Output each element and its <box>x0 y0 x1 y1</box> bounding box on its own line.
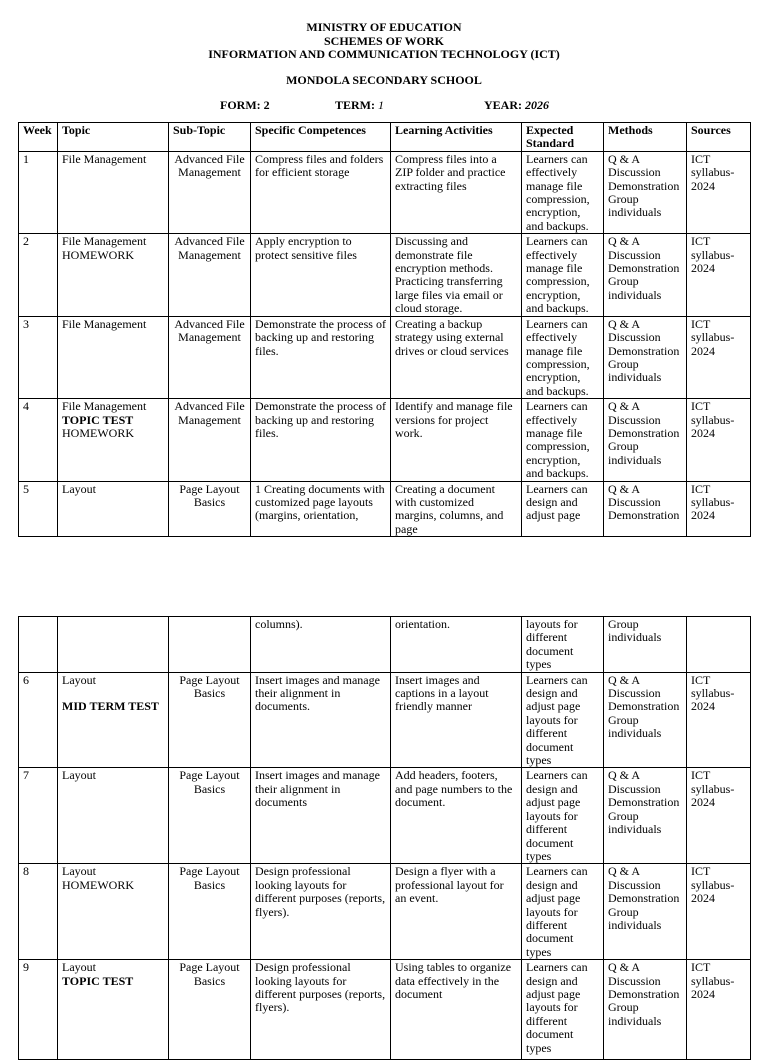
subtopic-cell: Advanced File Management <box>169 234 251 316</box>
scheme-table-part2 <box>18 616 751 1060</box>
activities-cell: orientation. <box>391 617 522 673</box>
year-label: YEAR: <box>484 98 522 112</box>
methods-cell <box>604 234 687 316</box>
subtopic-cell <box>169 617 251 673</box>
methods-text: Q & A Discussion Demonstration Group individuals <box>608 768 680 837</box>
methods-cell <box>604 672 687 768</box>
week-cell: 5 <box>19 481 58 537</box>
topic-text: File Management <box>62 399 147 414</box>
topic-cell <box>58 960 169 1060</box>
week-cell: 6 <box>19 672 58 768</box>
standard-cell: Learners can design and adjust page layouts for different document types <box>522 960 604 1060</box>
competences-cell: columns). <box>251 617 391 673</box>
standard-cell: Learners can effectively manage file compression, encryption, and backups. <box>522 399 604 481</box>
week-cell: 4 <box>19 399 58 481</box>
subtopic-cell: Advanced File Management <box>169 399 251 481</box>
ministry-heading: MINISTRY OF EDUCATION <box>306 20 462 34</box>
topic-cell <box>58 234 169 316</box>
col-sources: Sources <box>687 123 751 152</box>
methods-cell <box>604 960 687 1060</box>
week-cell <box>19 617 58 673</box>
competences-cell: Compress files and folders for efficient storage <box>251 151 391 233</box>
sources-cell: ICT syllabus-2024 <box>687 960 751 1060</box>
table-row-continuation <box>19 617 751 673</box>
term-label: TERM: <box>335 98 375 112</box>
week-cell: 9 <box>19 960 58 1060</box>
competences-cell: Insert images and manage their alignment in documents. <box>251 672 391 768</box>
sources-cell: ICT syllabus-2024 <box>687 399 751 481</box>
topic-cell: File Management <box>58 316 169 398</box>
activities-cell: Using tables to organize data effectively in the document <box>391 960 522 1060</box>
sources-cell: ICT syllabus-2024 <box>687 864 751 960</box>
table-row <box>19 960 751 1060</box>
methods-text: Q & A Discussion Demonstration Group individuals <box>608 399 680 467</box>
topic-cell: Layout <box>58 768 169 864</box>
subject-heading: INFORMATION AND COMMUNICATION TECHNOLOGY (ICT) <box>208 47 560 61</box>
scheme-table-part1 <box>18 122 751 537</box>
table-row <box>19 672 751 768</box>
activities-cell: Insert images and captions in a layout friendly manner <box>391 672 522 768</box>
methods-text: Q & A Discussion Demonstration Group individuals <box>608 316 680 385</box>
subtopic-cell: Advanced File Management <box>169 316 251 398</box>
competences-cell: Design professional looking layouts for different purposes (reports, flyers). <box>251 960 391 1060</box>
subtopic-cell: Advanced File Management <box>169 151 251 233</box>
mid-term-test-label: MID TERM TEST <box>62 699 159 714</box>
week-cell: 1 <box>19 151 58 233</box>
standard-cell: Learners can effectively manage file compression, encryption, and backups. <box>522 151 604 233</box>
competences-cell: Design professional looking layouts for different purposes (reports, flyers). <box>251 864 391 960</box>
subtopic-cell: Page Layout Basics <box>169 864 251 960</box>
methods-text: Q & A Discussion Demonstration Group individuals <box>608 151 680 220</box>
topic-cell <box>58 672 169 768</box>
sources-cell <box>687 617 751 673</box>
standard-cell: Learners can effectively manage file compression, encryption, and backups. <box>522 234 604 316</box>
methods-cell <box>604 316 687 398</box>
methods-cell <box>604 151 687 233</box>
week-cell: 7 <box>19 768 58 864</box>
col-competences: Specific Competences <box>251 123 391 152</box>
activities-cell: Compress files into a ZIP folder and practice extracting files <box>391 151 522 233</box>
schemes-heading: SCHEMES OF WORK <box>323 34 445 48</box>
methods-text: Group individuals <box>608 617 662 645</box>
activities-cell: Creating a backup strategy using external drives or cloud services <box>391 316 522 398</box>
standard-cell: Learners can design and adjust page layouts for different document types <box>522 672 604 768</box>
subtopic-cell: Page Layout Basics <box>169 960 251 1060</box>
col-topic: Topic <box>58 123 169 152</box>
topic-homework: HOMEWORK <box>62 247 134 262</box>
school-name: MONDOLA SECONDARY SCHOOL <box>286 73 482 87</box>
topic-cell: Layout <box>58 481 169 537</box>
methods-text: Q & A Discussion Demonstration Group individuals <box>608 234 680 302</box>
topic-cell <box>58 864 169 960</box>
table-row <box>19 481 751 537</box>
sources-cell: ICT syllabus-2024 <box>687 234 751 316</box>
table-row <box>19 399 751 481</box>
week-cell: 3 <box>19 316 58 398</box>
activities-cell: Add headers, footers, and page numbers to the document. <box>391 768 522 864</box>
standard-cell: Learners can design and adjust page layouts for different document types <box>522 768 604 864</box>
week-cell: 8 <box>19 864 58 960</box>
methods-text: Q & A Discussion Demonstration Group individuals <box>608 864 680 932</box>
year-field <box>484 98 549 113</box>
topic-text: Layout <box>62 672 96 687</box>
standard-cell: Learners can effectively manage file compression, encryption, and backups. <box>522 316 604 398</box>
table-row <box>19 864 751 960</box>
competences-cell: Demonstrate the process of backing up and restoring files. <box>251 399 391 481</box>
col-standard: Expected Standard <box>522 123 604 152</box>
table-row <box>19 234 751 316</box>
methods-cell <box>604 481 687 537</box>
sources-cell: ICT syllabus-2024 <box>687 672 751 768</box>
methods-text: Q & A Discussion Demonstration Group individuals <box>608 672 680 741</box>
sources-cell: ICT syllabus-2024 <box>687 768 751 864</box>
activities-cell: Design a flyer with a professional layout for an event. <box>391 864 522 960</box>
methods-cell <box>604 864 687 960</box>
sources-cell: ICT syllabus-2024 <box>687 151 751 233</box>
competences-cell: Demonstrate the process of backing up and restoring files. <box>251 316 391 398</box>
methods-text: Q & A Discussion Demonstration Group individuals <box>608 960 680 1028</box>
topic-test-label: TOPIC TEST <box>62 973 134 988</box>
methods-cell <box>604 768 687 864</box>
col-methods: Methods <box>604 123 687 152</box>
competences-cell: 1 Creating documents with customized page layouts (margins, orientation, <box>251 481 391 537</box>
competences-cell: Apply encryption to protect sensitive files <box>251 234 391 316</box>
sources-cell: ICT syllabus-2024 <box>687 316 751 398</box>
subtopic-cell: Page Layout Basics <box>169 672 251 768</box>
year-value: 2026 <box>525 98 549 112</box>
subtopic-cell: Page Layout Basics <box>169 481 251 537</box>
topic-homework: HOMEWORK <box>62 877 134 892</box>
topic-text: Layout <box>62 960 96 975</box>
topic-text: Layout <box>62 864 96 879</box>
standard-cell: Learners can design and adjust page <box>522 481 604 537</box>
col-subtopic: Sub-Topic <box>169 123 251 152</box>
table-header-row <box>19 123 751 152</box>
competences-cell: Insert images and manage their alignment in documents <box>251 768 391 864</box>
subtopic-cell: Page Layout Basics <box>169 768 251 864</box>
week-cell: 2 <box>19 234 58 316</box>
term-value: 1 <box>378 98 384 112</box>
col-activities: Learning Activities <box>391 123 522 152</box>
sources-cell: ICT syllabus-2024 <box>687 481 751 537</box>
topic-cell: File Management <box>58 151 169 233</box>
table-row <box>19 316 751 398</box>
table-row <box>19 768 751 864</box>
activities-cell: Creating a document with customized margins, columns, and page <box>391 481 522 537</box>
methods-text: Q & A Discussion Demonstration <box>608 481 680 523</box>
form-label: FORM: 2 <box>220 98 270 112</box>
topic-cell <box>58 617 169 673</box>
topic-test-label: TOPIC TEST <box>62 412 134 427</box>
standard-cell: Learners can design and adjust page layouts for different document types <box>522 864 604 960</box>
topic-text: File Management <box>62 234 147 249</box>
standard-cell: layouts for different document types <box>522 617 604 673</box>
term-field <box>335 98 384 113</box>
col-week: Week <box>19 123 58 152</box>
topic-cell <box>58 399 169 481</box>
topic-homework: HOMEWORK <box>62 425 134 440</box>
methods-cell <box>604 617 687 673</box>
table-row <box>19 151 751 233</box>
activities-cell: Identify and manage file versions for project work. <box>391 399 522 481</box>
methods-cell <box>604 399 687 481</box>
activities-cell: Discussing and demonstrate file encryption methods. Practicing transferring large files via email or cloud storage. <box>391 234 522 316</box>
